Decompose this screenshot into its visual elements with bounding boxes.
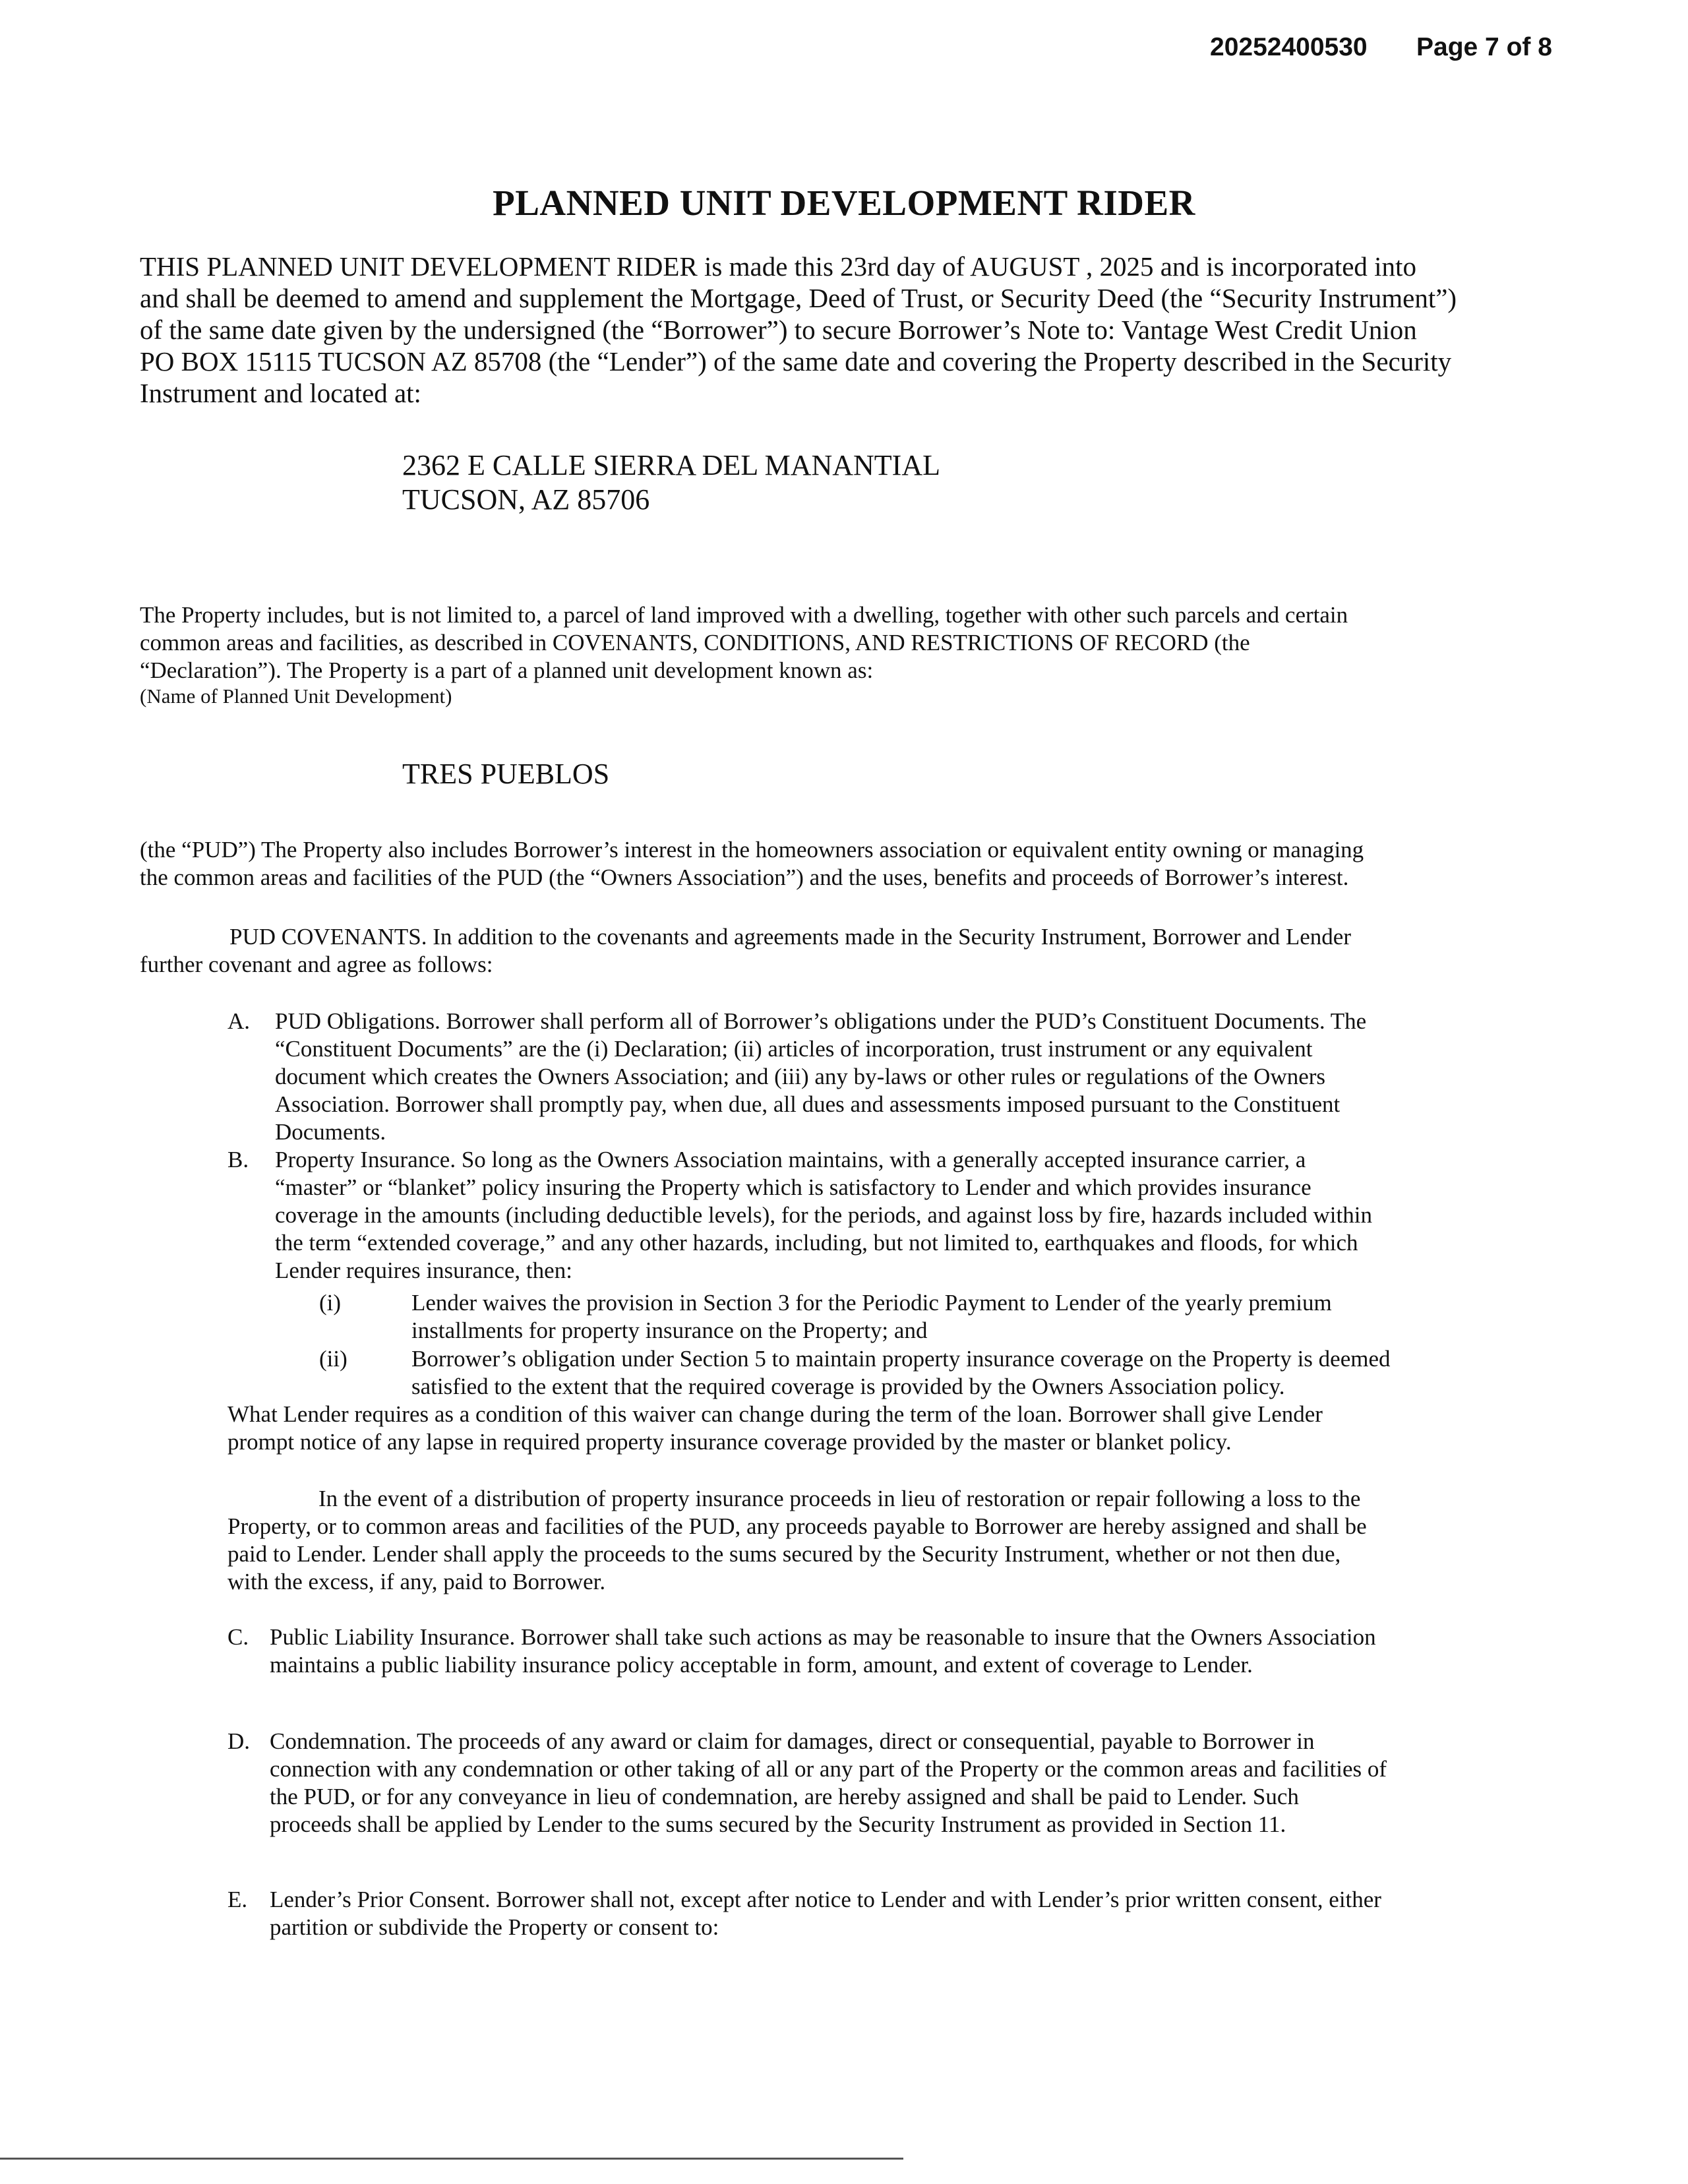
section-line: Condemnation. The proceeds of any award or claim for damages, direct or consequential, payable to Borrower in — [270, 1728, 1315, 1754]
address-line-2: TUCSON, AZ 85706 — [402, 483, 650, 516]
property-address — [402, 448, 940, 517]
section-line: the PUD, or for any conveyance in lieu of condemnation, are hereby assigned and shall be paid to Lender. Such — [270, 1784, 1299, 1809]
description-line: common areas and facilities, as described in COVENANTS, CONDITIONS, AND RESTRICTIONS OF RECORD (the — [140, 630, 1250, 655]
covenants-intro — [140, 923, 1534, 979]
section-line: “master” or “blanket” policy insuring the Property which is satisfactory to Lender and which provides insurance — [275, 1174, 1311, 1200]
section-line: proceeds shall be applied by Lender to the sums secured by the Security Instrument as provided in Section 11. — [270, 1811, 1286, 1837]
subsection-label: (i) — [319, 1290, 342, 1316]
section-line: document which creates the Owners Association; and (iii) any by-laws or other rules or regulations of the Owners — [275, 1064, 1326, 1089]
section-line: What Lender requires as a condition of this waiver can change during the term of the loan. Borrower shall give Lender — [227, 1401, 1323, 1427]
intro-line: THIS PLANNED UNIT DEVELOPMENT RIDER is made this 23rd day of AUGUST , 2025 and is incorporated into — [140, 251, 1416, 282]
pud-name-caption: (Name of Planned Unit Development) — [140, 684, 452, 708]
section-a-text — [275, 1008, 1366, 1146]
section-line: “Constituent Documents” are the (i) Declaration; (ii) articles of incorporation, trust instrument or any equivalent — [275, 1036, 1313, 1062]
section-b-distribution — [227, 1485, 1367, 1596]
intro-line: and shall be deemed to amend and supplement the Mortgage, Deed of Trust, or Security Deed (the “Security Instrument”) — [140, 283, 1457, 313]
footer-rule — [0, 2158, 903, 2160]
section-line: Lender requires insurance, then: — [275, 1258, 572, 1283]
section-line: Property Insurance. So long as the Owners Association maintains, with a generally accepted insurance carrier, a — [275, 1147, 1306, 1172]
address-line-1: 2362 E CALLE SIERRA DEL MANANTIAL — [402, 449, 940, 481]
section-line: PUD Obligations. Borrower shall perform all of Borrower’s obligations under the PUD’s Constituent Documents. The — [275, 1008, 1367, 1034]
section-line: Property, or to common areas and facilities of the PUD, any proceeds payable to Borrower are hereby assigned and shall be — [227, 1513, 1367, 1539]
property-description — [140, 601, 1534, 708]
intro-paragraph — [140, 251, 1534, 409]
section-line: Association. Borrower shall promptly pay, when due, all dues and assessments imposed pursuant to the Constituent — [275, 1091, 1341, 1117]
section-c-text — [270, 1623, 1376, 1679]
subsection-line: Lender waives the provision in Section 3 for the Periodic Payment to Lender of the yearly premium — [411, 1290, 1332, 1316]
description-line: “Declaration”). The Property is a part of a planned unit development known as: — [140, 657, 874, 683]
section-line: partition or subdivide the Property or consent to: — [270, 1914, 719, 1940]
section-label: E. — [227, 1887, 248, 1912]
section-b-text — [275, 1146, 1372, 1285]
description-line: The Property includes, but is not limited to, a parcel of land improved with a dwelling, together with other such parcels and certain — [140, 602, 1348, 628]
pud-paragraph — [140, 836, 1534, 892]
section-line: prompt notice of any lapse in required property insurance coverage provided by the master or blanket policy. — [227, 1429, 1232, 1455]
section-line: with the excess, if any, paid to Borrower. — [227, 1569, 606, 1594]
section-label: B. — [227, 1147, 249, 1172]
pud-paragraph-line: the common areas and facilities of the PUD (the “Owners Association”) and the uses, benefits and proceeds of Borrower’s interest. — [140, 864, 1349, 890]
section-line: the term “extended coverage,” and any other hazards, including, but not limited to, earthquakes and floods, for which — [275, 1230, 1358, 1256]
intro-line: PO BOX 15115 TUCSON AZ 85708 (the “Lender”) of the same date and covering the Property described in the Security — [140, 346, 1452, 377]
recording-number: 20252400530 — [1210, 33, 1368, 61]
subsection-label: (ii) — [319, 1346, 347, 1372]
section-e-text — [270, 1886, 1381, 1941]
pud-paragraph-line: (the “PUD”) The Property also includes Borrower’s interest in the homeowners association or equivalent entity owning or managing — [140, 837, 1364, 863]
section-line: Public Liability Insurance. Borrower shall take such actions as may be reasonable to insure that the Owners Association — [270, 1624, 1376, 1650]
pud-name: TRES PUEBLOS — [402, 758, 610, 790]
document-title: PLANNED UNIT DEVELOPMENT RIDER — [493, 183, 1195, 223]
section-label: C. — [227, 1624, 249, 1650]
section-line: In the event of a distribution of property insurance proceeds in lieu of restoration or repair following a loss to the — [318, 1486, 1361, 1511]
subsection-ii-text — [411, 1345, 1391, 1401]
subsection-line: satisfied to the extent that the required coverage is provided by the Owners Association policy. — [411, 1374, 1285, 1399]
subsection-line: Borrower’s obligation under Section 5 to maintain property insurance coverage on the Property is deemed — [411, 1346, 1391, 1372]
section-b-waiver-note — [227, 1401, 1323, 1456]
page-number: Page 7 of 8 — [1416, 33, 1552, 61]
section-line: paid to Lender. Lender shall apply the proceeds to the sums secured by the Security Instrument, whether or not then due, — [227, 1541, 1341, 1567]
covenants-intro-line: PUD COVENANTS. In addition to the covenants and agreements made in the Security Instrument, Borrower and Lender — [229, 924, 1351, 950]
section-line: Lender’s Prior Consent. Borrower shall not, except after notice to Lender and with Lender’s prior written consent, either — [270, 1887, 1381, 1912]
covenants-intro-line: further covenant and agree as follows: — [140, 952, 493, 977]
section-line: connection with any condemnation or other taking of all or any part of the Property or the common areas and facilities of — [270, 1756, 1387, 1782]
section-d-text — [270, 1728, 1387, 1838]
section-line: coverage in the amounts (including deductible levels), for the periods, and against loss by fire, hazards included within — [275, 1202, 1372, 1228]
section-line: maintains a public liability insurance policy acceptable in form, amount, and extent of coverage to Lender. — [270, 1652, 1253, 1678]
intro-line: of the same date given by the undersigned (the “Borrower”) to secure Borrower’s Note to: Vantage West Credit Union — [140, 315, 1417, 345]
subsection-line: installments for property insurance on the Property; and — [411, 1318, 928, 1343]
section-line: Documents. — [275, 1119, 386, 1145]
section-label: D. — [227, 1728, 251, 1754]
subsection-i-text — [411, 1289, 1332, 1345]
intro-line: Instrument and located at: — [140, 378, 421, 408]
section-label: A. — [227, 1008, 251, 1034]
